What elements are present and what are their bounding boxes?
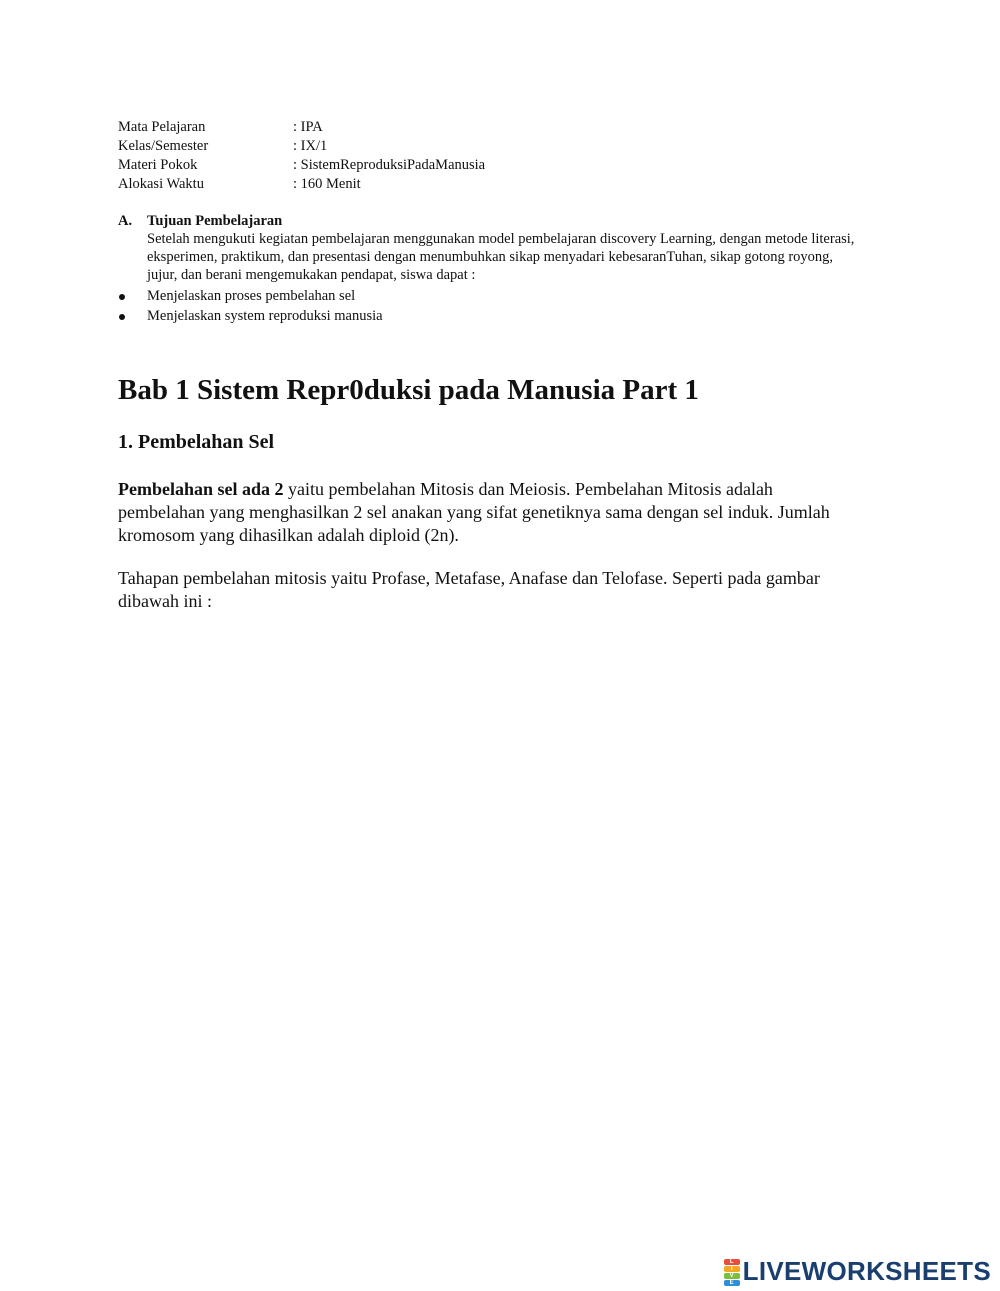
info-label: Mata Pelajaran — [118, 119, 206, 135]
paragraph-cell-division — [118, 478, 848, 547]
info-label: Materi Pokok — [118, 157, 198, 173]
list-item — [118, 287, 858, 305]
bullet-icon — [118, 307, 147, 325]
section-heading — [118, 212, 858, 230]
info-value: : SistemReproduksiPadaManusia — [293, 157, 486, 173]
info-value: : IX/1 — [293, 138, 328, 154]
bullet-icon — [118, 287, 147, 305]
info-label: Kelas/Semester — [118, 138, 209, 154]
lesson-info-row — [118, 156, 485, 175]
section-letter: A. — [118, 213, 133, 229]
objectives-text: Setelah mengukuti kegiatan pembelajaran menggunakan model pembelajaran discovery Learning, dengan metode literasi, eksperimen, praktikum, dan presentasi dengan menumbuhkan sikap menyadari kebesaranTuhan, sikap gotong royong, jujur, dan berani mengemukakan pendapat, siswa dapat : — [147, 231, 855, 283]
lesson-info-row — [118, 175, 485, 194]
lesson-info-row — [118, 137, 485, 156]
logo-mark-icon — [724, 1258, 740, 1284]
paragraph-bold-lead: Pembelahan sel ada 2 — [118, 479, 284, 499]
logo-mark-letter: I — [724, 1266, 740, 1272]
info-value: : IPA — [293, 119, 323, 135]
list-item — [118, 307, 858, 325]
logo-mark-letter: V — [724, 1273, 740, 1279]
logo-mark-letter: L — [724, 1259, 740, 1265]
lesson-info-row — [118, 118, 485, 137]
objectives-list — [118, 287, 858, 325]
section-body — [118, 230, 858, 284]
learning-objectives-section — [118, 212, 858, 327]
subheading: 1. Pembelahan Sel — [118, 431, 275, 453]
paragraph-mitosis-stages: Tahapan pembelahan mitosis yaitu Profase, Metafase, Anafase dan Telofase. Seperti pada gambar dibawah ini : — [118, 568, 820, 611]
section-title: Tujuan Pembelajaran — [147, 213, 283, 229]
liveworksheets-logo — [724, 1256, 991, 1286]
paragraph-text: yaitu pembelahan Mitosis dan Meiosis. Pembelahan Mitosis adalah pembelahan yang menghasilkan 2 sel anakan yang sifat genetiknya sama dengan sel induk. Jumlah kromosom yang dihasilkan adalah diploid (2n). — [118, 479, 830, 545]
list-item-text: Menjelaskan proses pembelahan sel — [147, 288, 356, 304]
list-item-text: Menjelaskan system reproduksi manusia — [147, 308, 383, 324]
logo-mark-letter: E — [724, 1280, 740, 1286]
info-label: Alokasi Waktu — [118, 176, 204, 192]
lesson-info-table — [118, 118, 485, 194]
info-value: : 160 Menit — [293, 176, 361, 192]
logo-text: LIVEWORKSHEETS — [742, 1255, 991, 1286]
chapter-title: Bab 1 Sistem Repr0duksi pada Manusia Part 1 — [118, 374, 699, 406]
